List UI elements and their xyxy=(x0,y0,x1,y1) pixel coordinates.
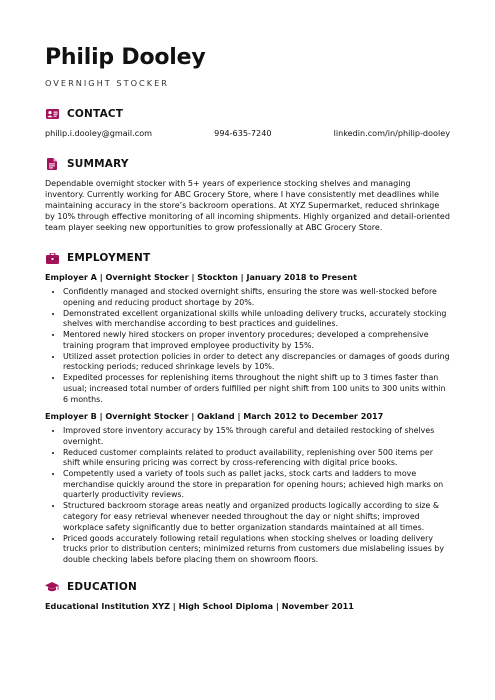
employment-section-title: EMPLOYMENT xyxy=(67,252,151,264)
job-bullets xyxy=(45,287,450,405)
list-item: • Expedited processes for replenishing items throughout the night shift up to 3 times faster than usual; increased total number of orders fulfilled per night shift from 100 units to 300 units within 6 months. xyxy=(63,373,450,405)
education-section-title: EDUCATION xyxy=(67,581,138,594)
briefcase-icon xyxy=(45,252,59,264)
summary-section-header xyxy=(45,158,450,170)
job-entry-a xyxy=(45,272,450,405)
linkedin-link[interactable]: linkedin.com/in/philip-dooley xyxy=(333,128,450,138)
candidate-name: Philip Dooley xyxy=(45,45,206,70)
list-item: • Confidently managed and stocked overnight shifts, ensuring the store was well-stocked before opening and reducing product shortage by 20%. xyxy=(63,287,450,308)
job-entry-b xyxy=(45,411,450,565)
list-item: • Demonstrated excellent organizational skills while unloading delivery trucks, accurately stocking shelves with merchandise according to best practices and guidelines. xyxy=(63,309,450,330)
education-section-header xyxy=(45,581,450,593)
education-entry: Educational Institution XYZ | High School Diploma | November 2011 xyxy=(45,601,354,612)
job-heading: Employer A | Overnight Stocker | Stockton | January 2018 to Present xyxy=(45,272,357,282)
summary-section-title: SUMMARY xyxy=(67,158,129,170)
list-item: • Mentored newly hired stockers on proper inventory procedures; developed a comprehensive training program that improved employee productivity by 15%. xyxy=(63,330,450,351)
contact-card-icon xyxy=(45,108,59,120)
list-item: • Reduced customer complaints related to product availability, replenishing over 500 items per shift while ensuring pricing was correct by cross-referencing with digital price books. xyxy=(63,448,450,469)
job-subtitle: OVERNIGHT STOCKER xyxy=(45,78,169,88)
list-item: • Utilized asset protection policies in order to detect any discrepancies or damages of goods during restocking periods; reduced shrinkage levels by 10%. xyxy=(63,352,450,373)
contact-section-title: CONTACT xyxy=(67,108,124,120)
list-item: • Priced goods accurately following retail regulations when stocking shelves or loading delivery trucks prior to distribution centers; minimized returns from customers due mislabeling issues by double checking labels before placing them on showroom floors. xyxy=(63,534,450,566)
document-icon xyxy=(45,158,59,170)
phone-number: 994-635-7240 xyxy=(214,128,272,138)
job-heading: Employer B | Overnight Stocker | Oakland | March 2012 to December 2017 xyxy=(45,411,384,422)
employment-section-header xyxy=(45,252,450,264)
list-item: • Improved store inventory accuracy by 15% through careful and detailed restocking of shelves overnight. xyxy=(63,426,450,447)
list-item: • Competently used a variety of tools such as pallet jacks, stock carts and ladders to move merchandise quickly around the store in preparation for opening hours; achieved high marks on quarterly productivity reviews. xyxy=(63,469,450,501)
job-bullets xyxy=(45,426,450,565)
graduation-cap-icon xyxy=(45,581,59,593)
list-item: • Structured backroom storage areas neatly and organized products logically according to size & category for easy retrieval whenever needed throughout the day or night shifts; improved workplace safety significantly due to better organization standards maintained at all times. xyxy=(63,501,450,533)
contact-details xyxy=(45,128,450,138)
summary-text: Dependable overnight stocker with 5+ years of experience stocking shelves and managing inventory. Currently working for ABC Grocery Store, where I have consistently met deadlines while maintaining accuracy in the store’s backroom operations. At XYZ Supermarket, reduced shrinkage by 10% through effective monitoring of all incoming shipments. Highly organized and detail-oriented team player seeking new opportunities to grow professionally at ABC Grocery Store. xyxy=(45,179,450,232)
contact-section-header xyxy=(45,108,450,120)
email-link[interactable]: philip.i.dooley@gmail.com xyxy=(45,128,153,138)
